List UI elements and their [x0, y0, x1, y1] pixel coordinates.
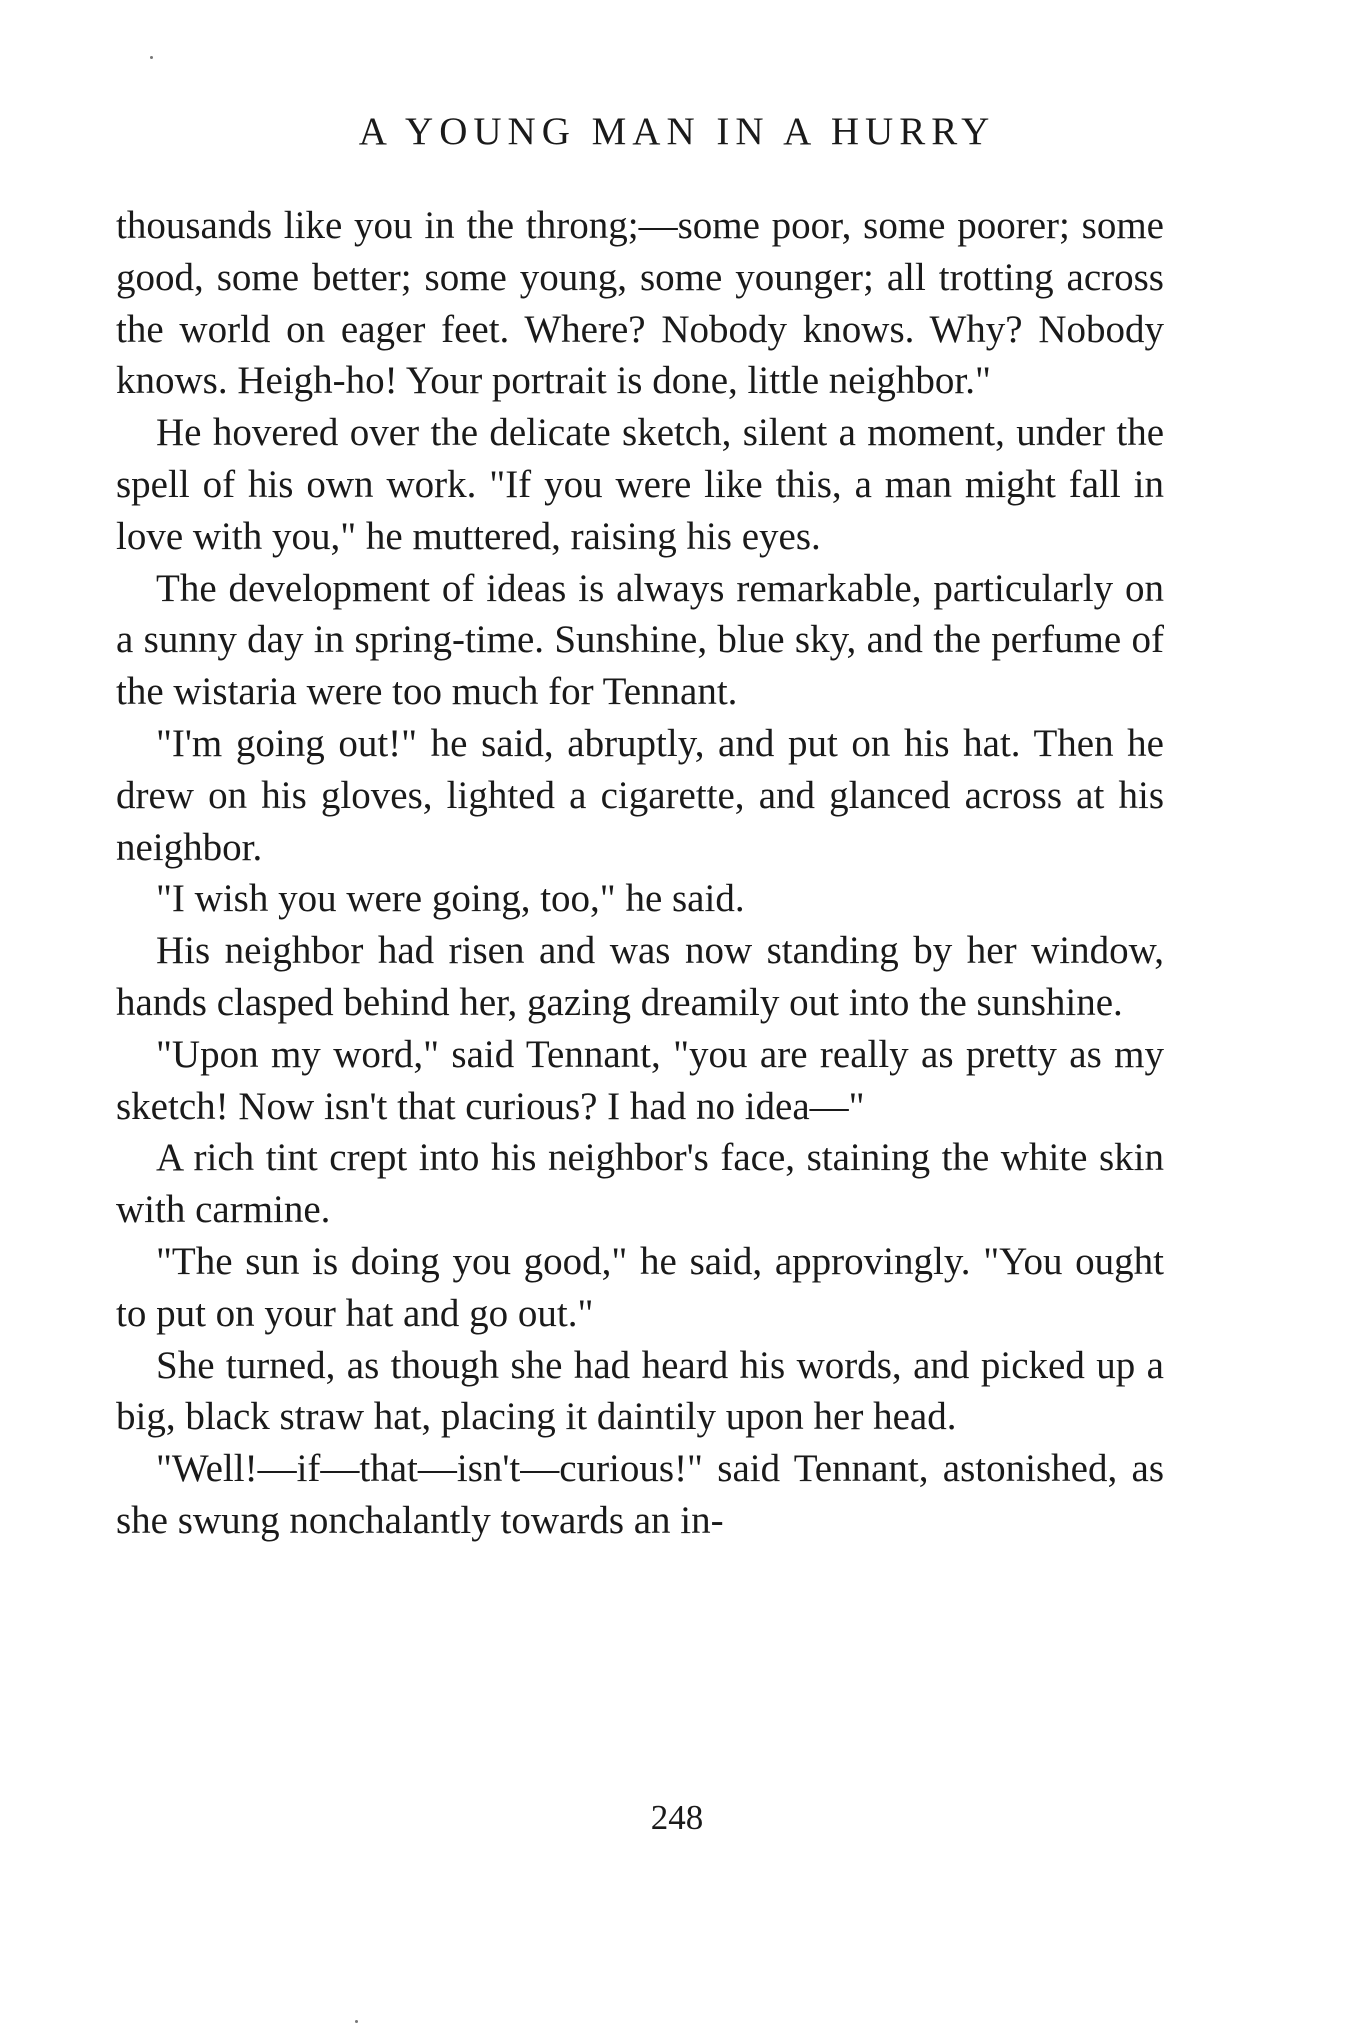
- paper-speck: [355, 2020, 358, 2023]
- paragraph: "I wish you were going, too," he said.: [156, 877, 745, 921]
- running-title: A YOUNG MAN IN A HURRY: [358, 110, 996, 153]
- paragraph: "The sun is doing you good," he said, approvingly. "You ought to put on your hat and go out.": [116, 1239, 1164, 1335]
- paragraph: "Upon my word," said Tennant, "you are really as pretty as my sketch! Now isn't that curious? I had no idea—": [116, 1032, 1164, 1128]
- page-number: 248: [650, 1798, 704, 1837]
- body-text: [116, 200, 1164, 1547]
- paragraph: She turned, as though she had heard his words, and picked up a big, black straw hat, placing it daintily upon her head.: [116, 1343, 1164, 1439]
- paragraph: He hovered over the delicate sketch, silent a moment, under the spell of his own work. "If you were like this, a man might fall in love with you," he muttered, raising his eyes.: [116, 411, 1164, 558]
- paragraph-continued: thousands like you in the throng;—some poor, some poorer; some good, some better; some young, some younger; all trotting across the world on eager feet. Where? Nobody knows. Why? Nobody knows. Heigh-ho! Your portrait is done, little neighbor.": [116, 204, 1164, 403]
- paragraph: His neighbor had risen and was now standing by her window, hands clasped behind her, gazing dreamily out into the sunshine.: [116, 929, 1164, 1024]
- paragraph: A rich tint crept into his neighbor's face, staining the white skin with carmine.: [116, 1136, 1164, 1232]
- paragraph: The development of ideas is always remarkable, particularly on a sunny day in spring-time. Sunshine, blue sky, and the perfume of the wistaria were too much for Tennant.: [116, 566, 1164, 714]
- paragraph: "Well!—if—that—isn't—curious!" said Tennant, astonished, as she swung nonchalantly towards an in-: [116, 1447, 1164, 1542]
- paragraph: "I'm going out!" he said, abruptly, and put on his hat. Then he drew on his gloves, lighted a cigarette, and glanced across at his neighbor.: [116, 721, 1164, 869]
- paper-speck: [150, 56, 153, 59]
